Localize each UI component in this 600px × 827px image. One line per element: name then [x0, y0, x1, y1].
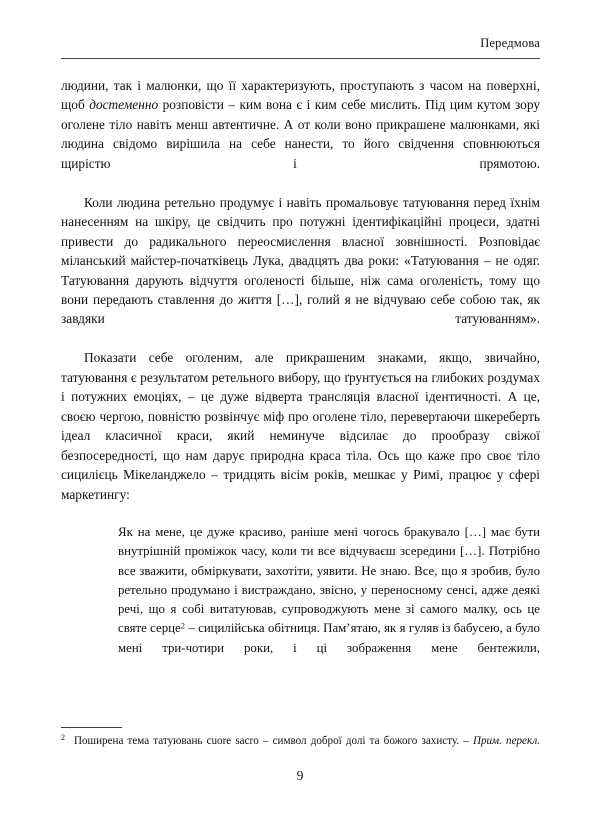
block-quotation — [118, 523, 540, 677]
running-header-title: Передмова — [480, 36, 540, 50]
footnote-area — [61, 733, 540, 766]
header-divider-rule — [61, 58, 540, 59]
text-run: – сицилійська обітниця. Пам’ятаю, як я гуляв із бабусею, а було мені три-чотири роки, і ці зображення мене бентежили, — [118, 621, 540, 655]
text-run: Як на мене, це дуже красиво, раніше мені чогось бракувало […] має бути внутрішній проміжок часу, коли ти все відчуваєш зсередини […]. Потрібно все зважити, обміркувати, захотіти, уявити. Не знаю. Все, що я зробив, було ретельно продумано і вистраждано, звісно, у переносному сенсі, адже деякі речі, що я собі витатуював, супроводжують мене зі самого малку, ось це святе серце — [118, 525, 540, 636]
italic-run: достеменно — [89, 97, 159, 113]
page-number: 9 — [296, 768, 304, 783]
footnote-separator-rule — [61, 727, 122, 728]
text-run: Коли людина ретельно продумує і навіть промальовує татуювання перед їхнім нанесенням на шкіру, це свідчить про потужні ідентифікаційні процеси, здатні привести до радикального переосмислення власної зовнішності. Розповідає міланський майстер-початківець Лука, двадцять два роки: «Татуювання – не одяг. Татуювання дарують відчуття оголеності більше, ніж сама оголеність, тому що вони передають ставлення до життя […], голий я не відчуваю себе собою так, як завдяки татуюванням». — [61, 194, 540, 327]
paragraph-3 — [61, 348, 540, 523]
quotation-text — [118, 523, 540, 677]
italic-run: Прим. перекл. — [472, 735, 540, 747]
footnote-entry — [61, 733, 540, 766]
text-run: Показати себе оголеним, але прикрашеним знаками, якщо, звичайно, татуювання є результатом ретельного вибору, що ґрунтується на глибоких роздумах і потужних емоціях, – це дуже відверта трансляція власної ідентичності. А це, своєю чергою, повністю розвінчує міф про оголене тіло, перевертаючи шкереберть ідеал класичної краси, який неминуче відсилає до прообразу свіжої безпосередності, що нам дарує природна краса тіла. Ось що каже про своє тіло сицилієць Мікеланджело – тридцять вісім років, мешкає у Римі, працює у сфері маркетингу: — [61, 350, 540, 502]
text-run: розповісти – ким вона є і ким себе мислить. Під цим кутом зору оголене тіло навіть менш автентичне. А от коли воно прикрашене малюнками, які людина свідомо вирішила на себе нанести, то його свідчення сповнюються щирістю і прямотою. — [61, 97, 540, 171]
paragraph-1 — [61, 76, 540, 193]
body-text-block — [61, 76, 540, 523]
text-run: людини, так і малюнки, що її характеризують, проступають з часом на поверхні, щоб — [61, 78, 540, 113]
footnote-reference[interactable]: 2 — [180, 620, 185, 631]
paragraph-2 — [61, 193, 540, 349]
text-run: Поширена тема татуювань cuore sacro – символ доброї долі та божого захисту. – — [74, 735, 473, 747]
footnote-marker: 2 — [61, 733, 65, 743]
